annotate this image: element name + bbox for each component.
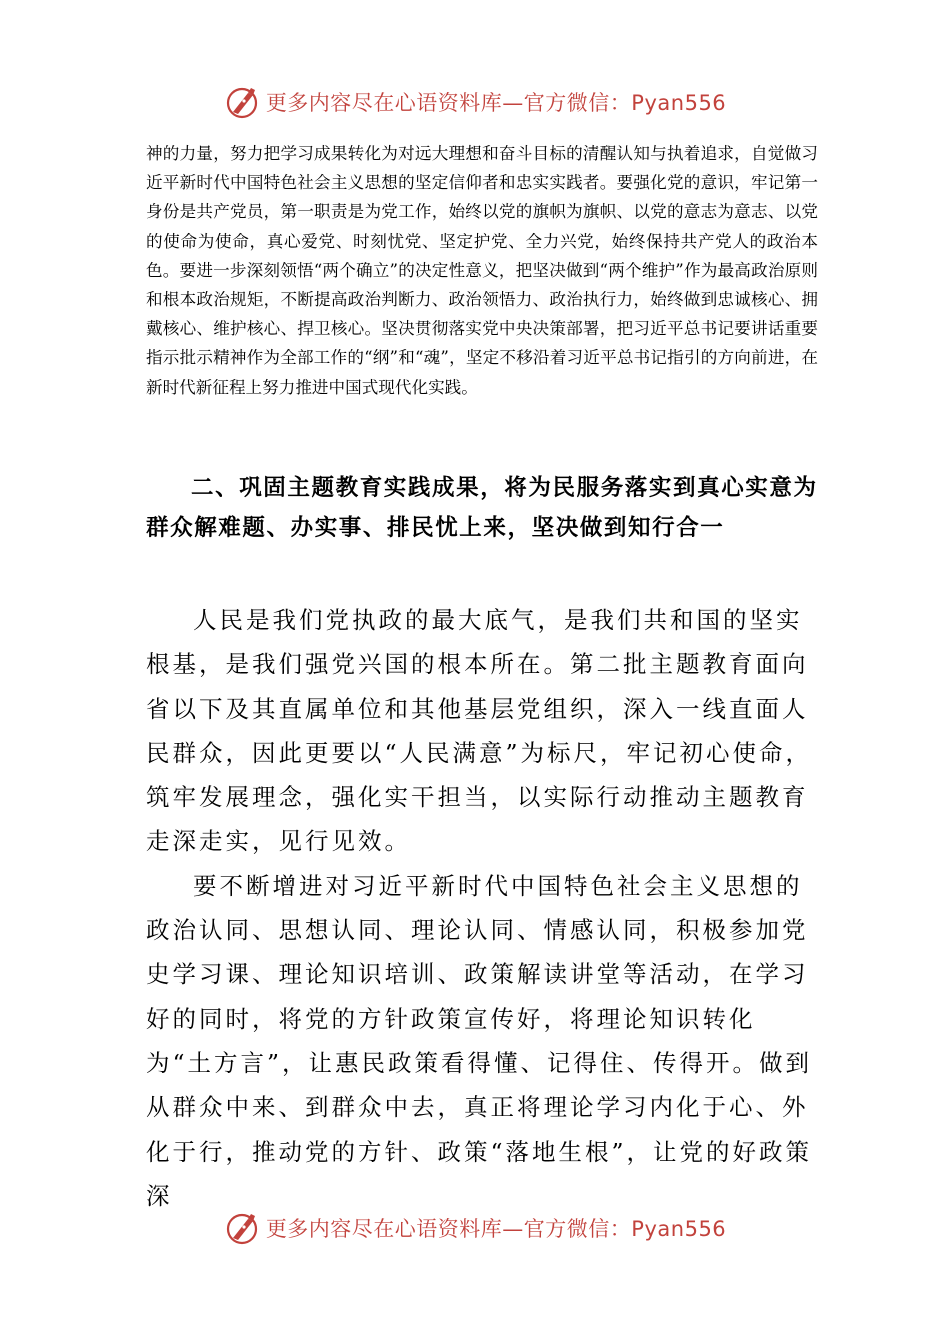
body-text-block [146,598,816,1218]
footer-banner-text: 更多内容尽在心语资料库—官方微信：Pyan556 [265,1217,727,1241]
section-heading: 二、巩固主题教育实践成果，将为民服务落实到真心实意为群众解难题、办实事、排民忧上来，坚决做到知行合一 [146,475,818,541]
body-paragraph-2: 要不断增进对习近平新时代中国特色社会主义思想的政治认同、思想认同、理论认同、情感认同，积极参加党史学习课、理论知识培训、政策解读讲堂等活动，在学习好的同时，将党的方针政策宣传好，将理论知识转化为“土方言”，让惠民政策看得懂、记得住、传得开。做到从群众中来、到群众中去，真正将理论学习内化于心、外化于行，推动党的方针、政策“落地生根”，让党的好政策深 [146,871,813,1210]
intro-paragraph: 神的力量，努力把学习成果转化为对远大理想和奋斗目标的清醒认知与执着追求，自觉做习近平新时代中国特色社会主义思想的坚定信仰者和忠实实践者。要强化党的意识，牢记第一身份是共产党员，第一职责是为党工作，始终以党的旗帜为旗帜、以党的意志为意志、以党的使命为使命，真心爱党、时刻忧党、坚定护党、全力兴党，始终保持共产党人的政治本色。要进一步深刻领悟“两个确立”的决定性意义，把坚决做到“两个维护”作为最高政治原则和根本政治规矩，不断提高政治判断力、政治领悟力、政治执行力，始终做到忠诚核心、拥戴核心、维护核心、捍卫核心。坚决贯彻落实党中央决策部署，把习近平总书记要讲话重要指示批示精神作为全部工作的“纲”和“魂”，坚定不移沿着习近平总书记指引的方向前进，在新时代新征程上努力推进中国式现代化实践。 [146,144,818,397]
header-banner-text: 更多内容尽在心语资料库—官方微信：Pyan556 [265,91,727,115]
pen-nib-circle-logo-icon [224,1210,260,1246]
header-banner [0,80,950,124]
pen-nib-circle-logo-icon [224,84,260,120]
body-paragraph-1: 人民是我们党执政的最大底气，是我们共和国的坚实根基，是我们强党兴国的根本所在。第二批主题教育面向省以下及其直属单位和其他基层党组织，深入一线直面人民群众，因此更要以“人民满意”为标尺，牢记初心使命，筑牢发展理念，强化实干担当，以实际行动推动主题教育走深走实，见行见效。 [146,606,813,856]
footer-banner [0,1206,950,1250]
intro-text-block [146,139,818,402]
